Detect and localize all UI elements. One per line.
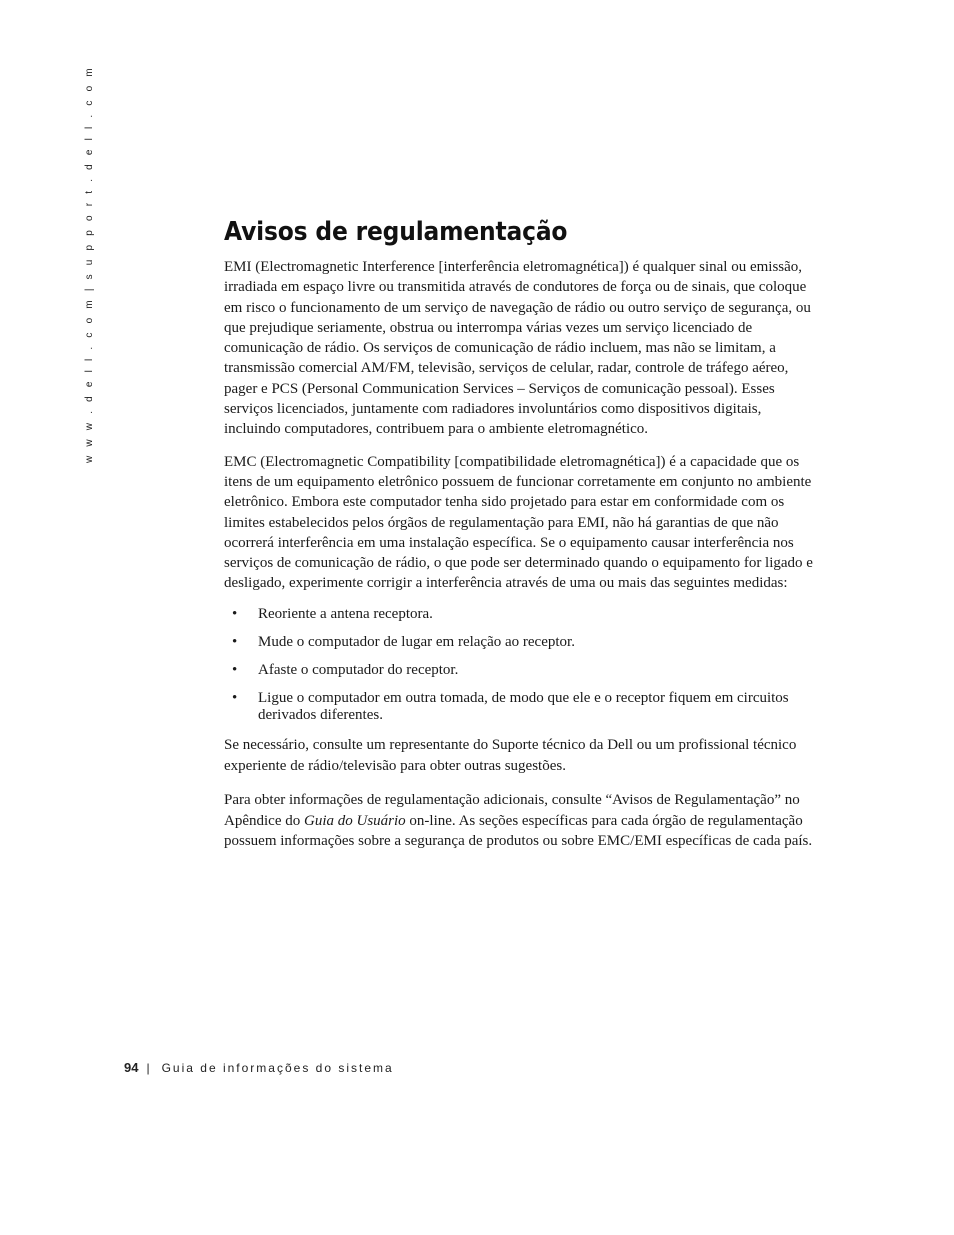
list-item: [224, 662, 818, 680]
list-item-text: Afaste o computador do receptor.: [258, 661, 459, 678]
more-info-text-end: on-line. As seções específicas para cada órgão de regulamentação possuem informações sobre a segurança de produtos ou sobre EMC/EMI específicas de cada país.: [224, 812, 813, 849]
bullet-icon: •: [232, 605, 238, 622]
bullet-icon: •: [232, 633, 238, 650]
paragraph-more-info: [224, 790, 818, 851]
bullet-icon: •: [232, 689, 238, 706]
side-website-url: w w w . d e l l . c o m | s u p p o r t . d e l l . c o m: [84, 65, 95, 463]
paragraph-emc: EMC (Electromagnetic Compatibility [compatibilidade eletromagnética]) é a capacidade que os itens de um equipamento eletrônico possuem de funcionar corretamente em conjunto no ambiente eletrônico. Embora este computador tenha sido projetado para estar em conformidade com os limites estabelecidos pelos órgãos de regulamentação para EMI, não há garantias de que não ocorrerá interferência em uma instalação específica. Se o equipamento causar interferência nos serviços de comunicação de rádio, o que pode ser determinado quando o equipamento for ligado e desligado, experimente corrigir a interferência através de uma ou mais das seguintes medidas:: [224, 453, 813, 592]
list-item-text: Reoriente a antena receptora.: [258, 605, 433, 622]
list-item: [224, 690, 818, 725]
list-item: [224, 606, 818, 624]
bullet-icon: •: [232, 661, 238, 678]
list-item-text: Ligue o computador em outra tomada, de modo que ele e o receptor fiquem em circuitos derivados diferentes.: [258, 689, 789, 724]
list-item-text: Mude o computador de lugar em relação ao receptor.: [258, 633, 575, 650]
paragraph-consult: Se necessário, consulte um representante do Suporte técnico da Dell ou um profissional técnico experiente de rádio/televisão para obter outras sugestões.: [224, 737, 797, 775]
page-title: Avisos de regulamentação: [224, 217, 568, 247]
footer-separator: |: [146, 1061, 150, 1075]
paragraph-emi: EMI (Electromagnetic Interference [interferência eletromagnética]) é qualquer sinal ou emissão, irradiada em espaço livre ou transmitida através de condutores de força ou de sinais, que coloque em risco o funcionamento de um serviço de navegação de rádio ou outro serviço de segurança, ou que prejudique seriamente, obstrua ou interrompa várias vezes um serviço licenciado de comunicação de rádio. Os serviços de comunicação de rádio incluem, mas não se limitam, a transmissão comercial AM/FM, televisão, serviços de celular, radar, controle de tráfego aéreo, pager e PCS (Personal Communication Services – Serviços de comunicação pessoal). Esses serviços licenciados, juntamente com radiadores involuntários como dispositivos digitais, incluindo computadores, contribuem para o ambiente eletromagnético.: [224, 259, 811, 438]
footer-guide-title: Guia de informações do sistema: [161, 1061, 394, 1075]
page-footer: [124, 1060, 394, 1075]
page-number: 94: [124, 1060, 139, 1075]
more-info-text-start: Para obter informações de regulamentação adicionais, consulte “Avisos de Regulamentação” no Apêndice do: [224, 792, 800, 829]
measures-list: [224, 606, 818, 725]
main-content: [224, 214, 818, 863]
list-item: [224, 634, 818, 652]
user-guide-title: Guia do Usuário: [303, 812, 406, 829]
